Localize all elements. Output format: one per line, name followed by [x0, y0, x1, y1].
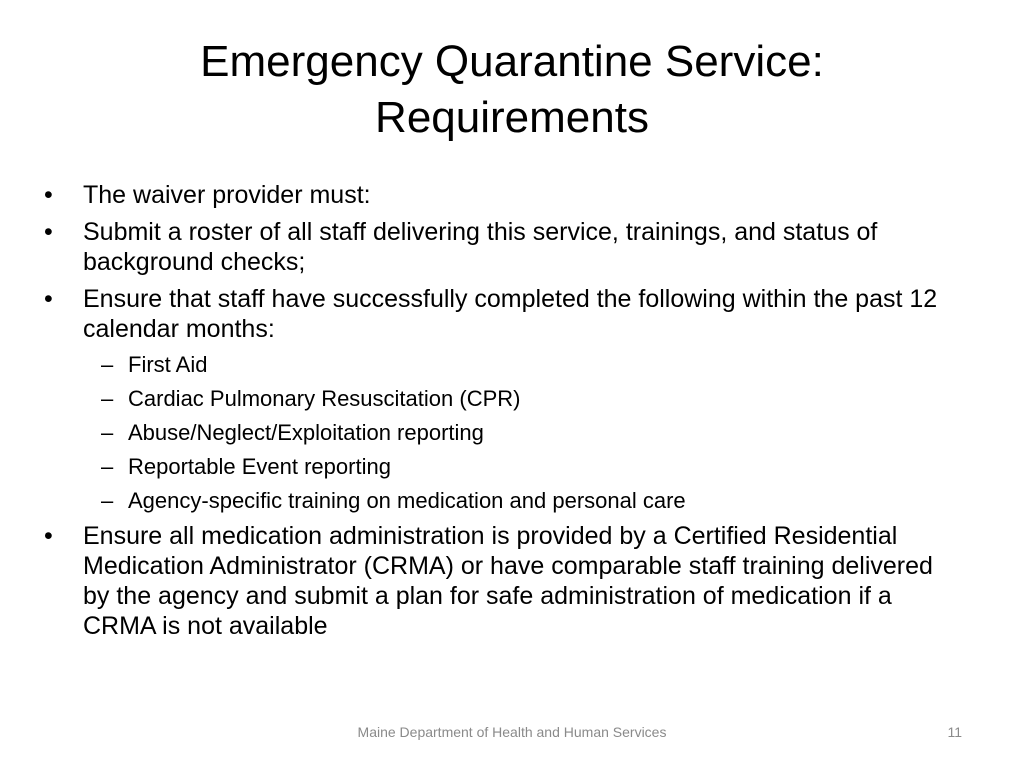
title-line-2: Requirements — [375, 93, 649, 142]
sub-bullet-text: Cardiac Pulmonary Resuscitation (CPR) — [128, 386, 521, 411]
footer-organization: Maine Department of Health and Human Services — [357, 724, 667, 740]
sub-bullet-text: Agency-specific training on medication and personal care — [128, 488, 686, 513]
page-number: 11 — [947, 724, 962, 740]
title-line-1: Emergency Quarantine Service: — [200, 37, 824, 86]
sub-bullet-text: Reportable Event reporting — [128, 454, 391, 479]
bullet-marker: • — [44, 181, 53, 209]
sub-bullet-item — [44, 419, 944, 446]
sub-bullet-item — [44, 351, 944, 378]
bullet-text: Ensure all medication administration is provided by a Certified Residential Medication Administrator (CRMA) or have comparable staff training delivered by the agency and submit a plan for safe administration of medication if a CRMA is not available — [83, 522, 933, 640]
bullet-item — [44, 521, 944, 641]
sub-bullet-text: First Aid — [128, 352, 208, 377]
sub-bullet-marker: – — [101, 454, 114, 479]
sub-bullet-item — [44, 453, 944, 480]
bullet-item — [44, 180, 944, 210]
slide-body — [44, 180, 944, 648]
sub-bullet-marker: – — [101, 352, 114, 377]
sub-bullet-item — [44, 487, 944, 514]
bullet-marker: • — [44, 218, 53, 246]
sub-bullet-marker: – — [101, 420, 114, 445]
slide-title — [60, 34, 964, 146]
bullet-marker: • — [44, 522, 53, 550]
bullet-text: The waiver provider must: — [83, 181, 371, 209]
bullet-item — [44, 284, 944, 344]
bullet-text: Submit a roster of all staff delivering this service, trainings, and status of background checks; — [83, 218, 878, 276]
sub-bullet-item — [44, 385, 944, 412]
bullet-text: Ensure that staff have successfully completed the following within the past 12 calendar months: — [83, 285, 938, 343]
bullet-marker: • — [44, 285, 53, 313]
sub-bullet-text: Abuse/Neglect/Exploitation reporting — [128, 420, 484, 445]
bullet-item — [44, 217, 944, 277]
sub-bullet-marker: – — [101, 488, 114, 513]
sub-bullet-marker: – — [101, 386, 114, 411]
